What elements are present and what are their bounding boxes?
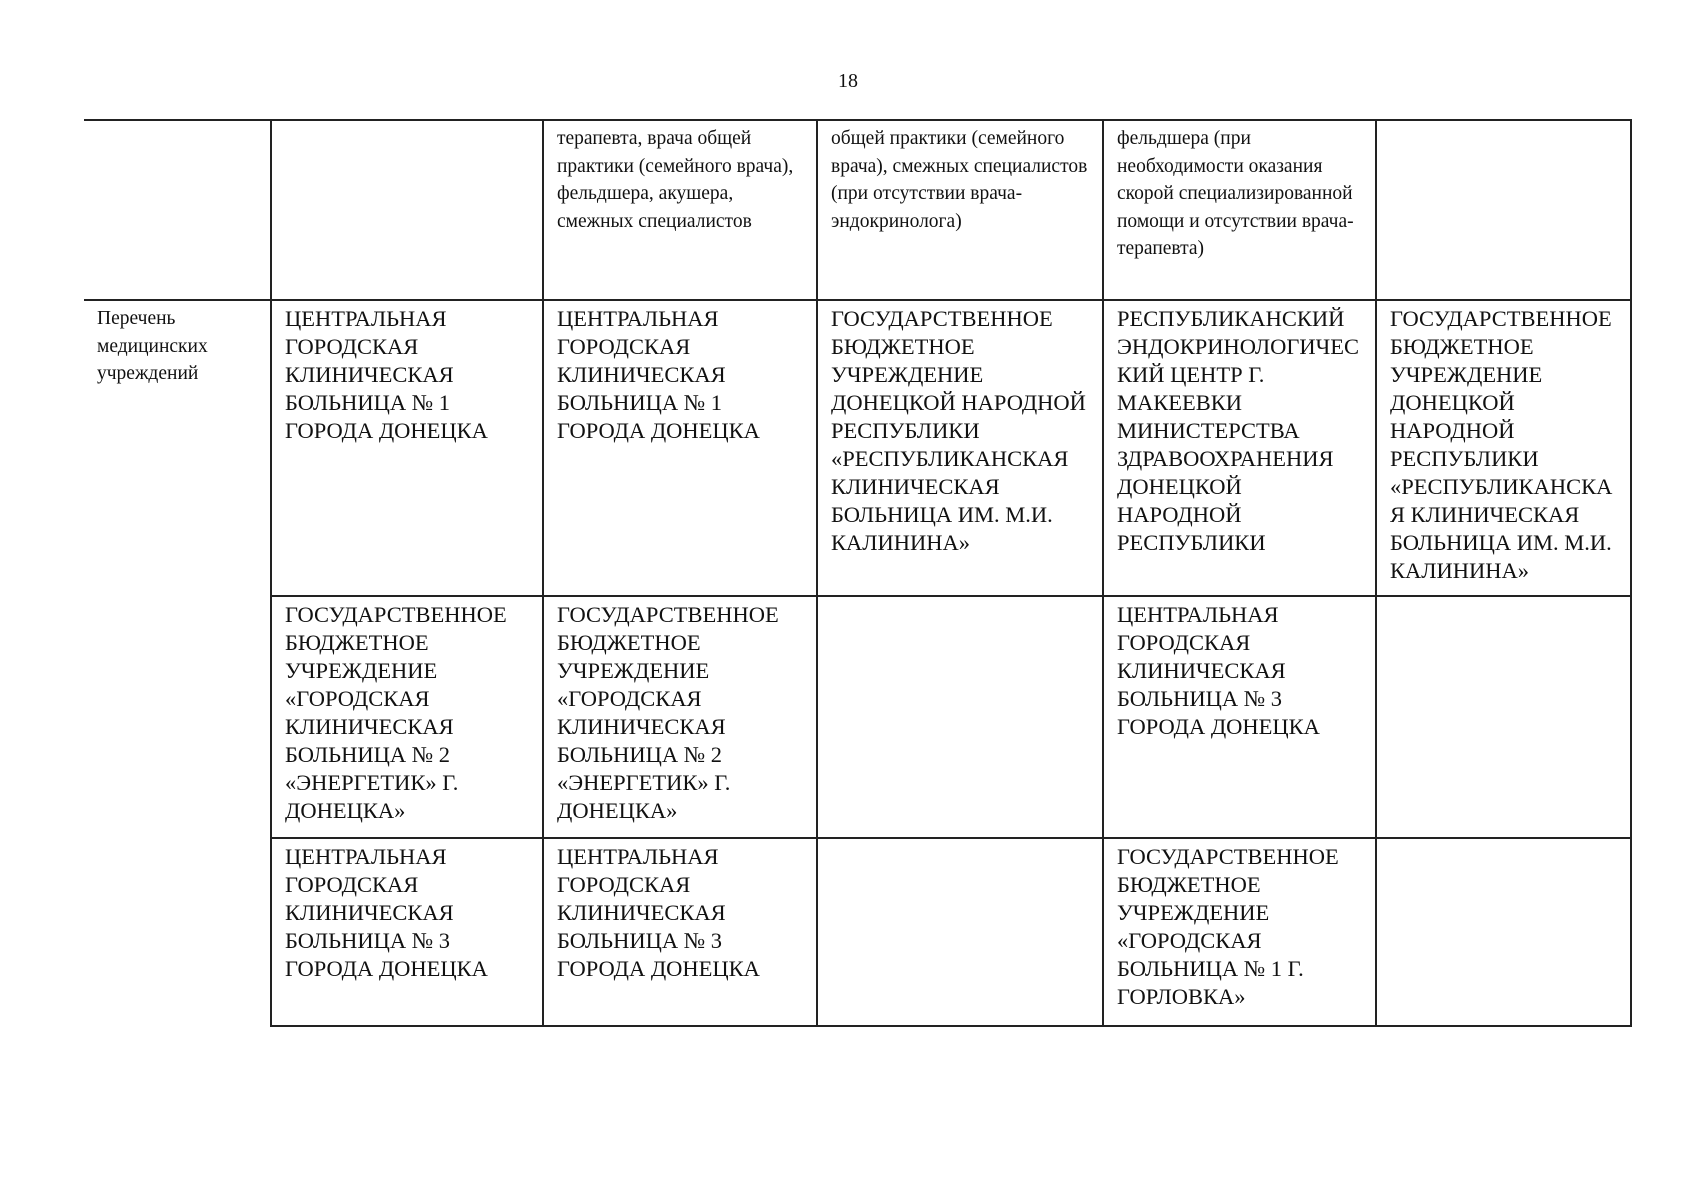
table-cell [817, 596, 1103, 838]
table-row [84, 120, 1631, 300]
table-cell: ЦЕНТРАЛЬНАЯ ГОРОДСКАЯ КЛИНИЧЕСКАЯ БОЛЬНИЦА № 1 ГОРОДА ДОНЕЦКА [543, 300, 817, 596]
table-cell: ГОСУДАРСТВЕННОЕ БЮДЖЕТНОЕ УЧРЕЖДЕНИЕ «ГОРОДСКАЯ КЛИНИЧЕСКАЯ БОЛЬНИЦА № 2 «ЭНЕРГЕТИК» Г. ДОНЕЦКА» [271, 596, 543, 838]
table-row [84, 838, 1631, 1026]
table-cell: ГОСУДАРСТВЕННОЕ БЮДЖЕТНОЕ УЧРЕЖДЕНИЕ ДОНЕЦКОЙ НАРОДНОЙ РЕСПУБЛИКИ «РЕСПУБЛИКАНСКАЯ КЛИНИЧЕСКАЯ БОЛЬНИЦА ИМ. М.И. КАЛИНИНА» [1376, 300, 1631, 596]
table-cell: фельдшера (при необходимости оказания скорой специализированной помощи и отсутствии врача-терапевта) [1103, 120, 1376, 300]
table-cell: терапевта, врача общей практики (семейного врача), фельдшера, акушера, смежных специалистов [543, 120, 817, 300]
page-number: 18 [838, 70, 858, 92]
table-cell: ЦЕНТРАЛЬНАЯ ГОРОДСКАЯ КЛИНИЧЕСКАЯ БОЛЬНИЦА № 3 ГОРОДА ДОНЕЦКА [543, 838, 817, 1026]
table-cell: ЦЕНТРАЛЬНАЯ ГОРОДСКАЯ КЛИНИЧЕСКАЯ БОЛЬНИЦА № 3 ГОРОДА ДОНЕЦКА [271, 838, 543, 1026]
table-cell: ГОСУДАРСТВЕННОЕ БЮДЖЕТНОЕ УЧРЕЖДЕНИЕ «ГОРОДСКАЯ БОЛЬНИЦА № 1 Г. ГОРЛОВКА» [1103, 838, 1376, 1026]
table-cell [1376, 838, 1631, 1026]
table-cell: РЕСПУБЛИКАНСКИЙ ЭНДОКРИНОЛОГИЧЕСКИЙ ЦЕНТР Г. МАКЕЕВКИ МИНИСТЕРСТВА ЗДРАВООХРАНЕНИЯ ДОНЕЦКОЙ НАРОДНОЙ РЕСПУБЛИКИ [1103, 300, 1376, 596]
table-cell: ГОСУДАРСТВЕННОЕ БЮДЖЕТНОЕ УЧРЕЖДЕНИЕ ДОНЕЦКОЙ НАРОДНОЙ РЕСПУБЛИКИ «РЕСПУБЛИКАНСКАЯ КЛИНИЧЕСКАЯ БОЛЬНИЦА ИМ. М.И. КАЛИНИНА» [817, 300, 1103, 596]
table-row [84, 596, 1631, 838]
section-label: Перечень медицинских учреждений [84, 300, 271, 1026]
table-cell [1376, 120, 1631, 300]
institutions-table [84, 119, 1632, 1027]
table-cell: ГОСУДАРСТВЕННОЕ БЮДЖЕТНОЕ УЧРЕЖДЕНИЕ «ГОРОДСКАЯ КЛИНИЧЕСКАЯ БОЛЬНИЦА № 2 «ЭНЕРГЕТИК» Г. ДОНЕЦКА» [543, 596, 817, 838]
table-cell [1376, 596, 1631, 838]
table-cell [271, 120, 543, 300]
table-cell: ЦЕНТРАЛЬНАЯ ГОРОДСКАЯ КЛИНИЧЕСКАЯ БОЛЬНИЦА № 1 ГОРОДА ДОНЕЦКА [271, 300, 543, 596]
table-cell [84, 120, 271, 300]
table-cell [817, 838, 1103, 1026]
table-cell: ЦЕНТРАЛЬНАЯ ГОРОДСКАЯ КЛИНИЧЕСКАЯ БОЛЬНИЦА № 3 ГОРОДА ДОНЕЦКА [1103, 596, 1376, 838]
table-cell: общей практики (семейного врача), смежных специалистов (при отсутствии врача-эндокринолога) [817, 120, 1103, 300]
table-row [84, 300, 1631, 596]
